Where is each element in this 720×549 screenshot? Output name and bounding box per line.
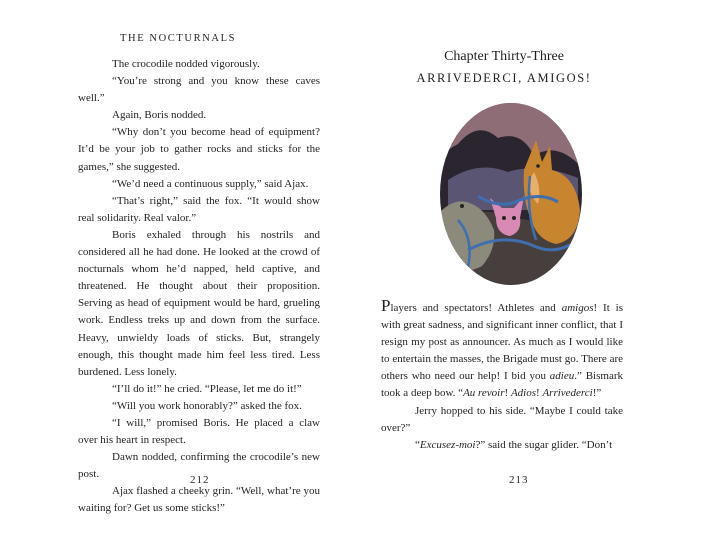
fox-eye bbox=[536, 164, 540, 168]
chapter-title: ARRIVEDERCI, AMIGOS! bbox=[416, 71, 592, 85]
page-number: 212 bbox=[190, 474, 210, 486]
text-run: layers and spectators! Athletes and bbox=[390, 302, 562, 314]
text-run: !” bbox=[592, 387, 602, 400]
right-page bbox=[360, 0, 720, 549]
text-run: “ bbox=[415, 438, 420, 451]
text-run: ?” said the sugar glider. “Don’t bbox=[475, 438, 613, 451]
italic-word: amigos bbox=[561, 302, 594, 314]
paragraph: “I will,” promised Boris. He placed a claw over his heart in respect. bbox=[78, 416, 320, 447]
italic-word: Arrivederci bbox=[542, 387, 593, 400]
text-run: .” Bismark took a deep bow. “ bbox=[381, 370, 623, 400]
paragraph: “You’re strong and you know these caves well.” bbox=[78, 75, 320, 105]
italic-word: Excusez-moi bbox=[419, 438, 476, 451]
page-number: 213 bbox=[509, 474, 529, 486]
paragraph: “Will you work honorably?” asked the fox. bbox=[112, 399, 302, 412]
text-run: ! It is with great sadness, and significant inner conflict, that I resign my post as announcer. As much as I would like to entertain the masses, the Brigade must go. There are others who need our help! I bid you bbox=[381, 302, 623, 383]
paragraph bbox=[381, 437, 623, 454]
text-run: ! bbox=[536, 387, 543, 400]
paragraph: Boris exhaled through his nostrils and considered all he had done. He looked at the crowd of nocturnals whom he’d napped, held captive, and threatened. He thought about their proposition. Serving as head of equipment would be hard, grueling work. Endless treks up and down from the surface. Heavy, unwieldy loads of sticks. But, strangely enough, this thought made him feel less tired. Less burdened. Less lonely. bbox=[78, 228, 320, 378]
right-page-body bbox=[381, 296, 623, 454]
paragraph: Dawn nodded, confirming the crocodile’s new post. bbox=[78, 451, 320, 481]
italic-word: Adios bbox=[510, 387, 537, 400]
italic-word: Au revoir bbox=[463, 387, 505, 400]
paragraph: Jerry hopped to his side. “Maybe I could take over?” bbox=[381, 404, 623, 434]
paragraph: “That’s right,” said the fox. “It would show real solidarity. Real valor.” bbox=[78, 194, 320, 224]
crocodile-eye bbox=[460, 204, 464, 208]
paragraph: “I’ll do it!” he cried. “Please, let me do it!” bbox=[112, 382, 302, 395]
drop-cap: P bbox=[381, 296, 391, 315]
glider-eye-left bbox=[502, 216, 506, 220]
paragraph: The crocodile nodded vigorously. bbox=[112, 58, 260, 70]
paragraph: “Why don’t you become head of equipment? It’d be your job to gather rocks and sticks for the games,” she suggested. bbox=[78, 126, 320, 173]
running-head: THE NOCTURNALS bbox=[120, 33, 237, 44]
opening-paragraph bbox=[381, 296, 623, 403]
paragraph: Ajax flashed a cheeky grin. “Well, what’re you waiting for? Get us some sticks!” bbox=[78, 485, 320, 515]
text-run: ! bbox=[504, 387, 511, 400]
italic-word: adieu bbox=[549, 370, 575, 383]
paragraph: Again, Boris nodded. bbox=[112, 109, 207, 122]
left-page-body bbox=[78, 56, 320, 518]
glider-eye-right bbox=[512, 216, 516, 220]
chapter-number: Chapter Thirty-Three bbox=[444, 49, 564, 64]
paragraph: “We’d need a continuous supply,” said Ajax. bbox=[112, 177, 309, 190]
chapter-illustration bbox=[438, 100, 584, 286]
